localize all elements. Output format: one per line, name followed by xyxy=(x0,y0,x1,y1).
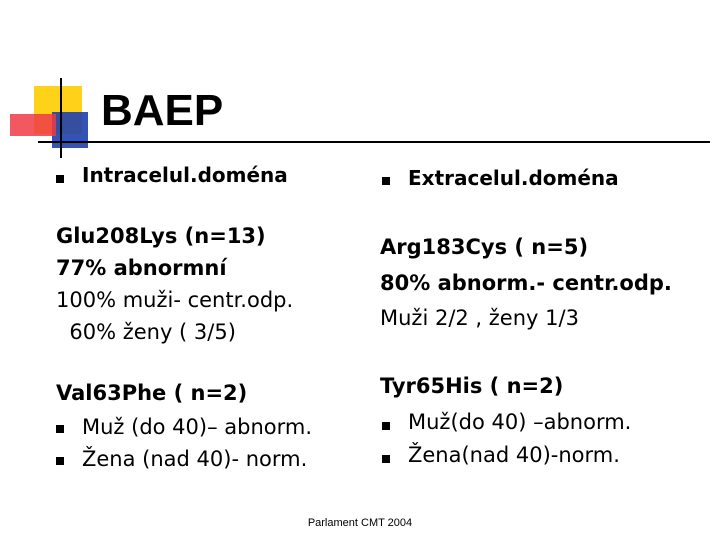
right-block2-item1: Muž(do 40) –abnorm. xyxy=(408,410,632,434)
decorative-logo xyxy=(0,0,120,170)
right-block1-line3: Muži 2/2 , ženy 1/3 xyxy=(380,306,579,330)
left-heading: Intracelul.doména xyxy=(82,163,288,187)
page-title: BAEP xyxy=(101,86,224,135)
right-block1-line1: Arg183Cys ( n=5) xyxy=(380,235,589,259)
footer-text: Parlament CMT 2004 xyxy=(307,517,413,529)
left-block2-item2: Žena (nad 40)- norm. xyxy=(82,447,308,471)
bullet-left-item2 xyxy=(56,457,64,465)
left-block2-title: Val63Phe ( n=2) xyxy=(56,381,248,405)
left-block1-line4: 60% ženy ( 3/5) xyxy=(56,320,236,344)
right-block2-item2: Žena(nad 40)-norm. xyxy=(408,443,620,467)
bullet-right-heading xyxy=(382,177,390,185)
bullet-right-item2 xyxy=(382,455,390,463)
right-block2-title: Tyr65His ( n=2) xyxy=(380,374,564,398)
bullet-left-heading xyxy=(56,175,64,183)
title-divider xyxy=(38,141,710,143)
bullet-right-item1 xyxy=(382,422,390,430)
right-heading: Extracelul.doména xyxy=(408,166,619,190)
left-block2-item1: Muž (do 40)– abnorm. xyxy=(82,415,313,439)
bullet-left-item1 xyxy=(56,425,64,433)
logo-red-bar xyxy=(10,114,56,136)
left-block1-line3: 100% muži- centr.odp. xyxy=(56,288,294,312)
left-block1-line1: Glu208Lys (n=13) xyxy=(56,224,266,248)
left-block1-line2: 77% abnormní xyxy=(56,256,227,280)
right-block1-line2: 80% abnorm.- centr.odp. xyxy=(380,271,672,295)
